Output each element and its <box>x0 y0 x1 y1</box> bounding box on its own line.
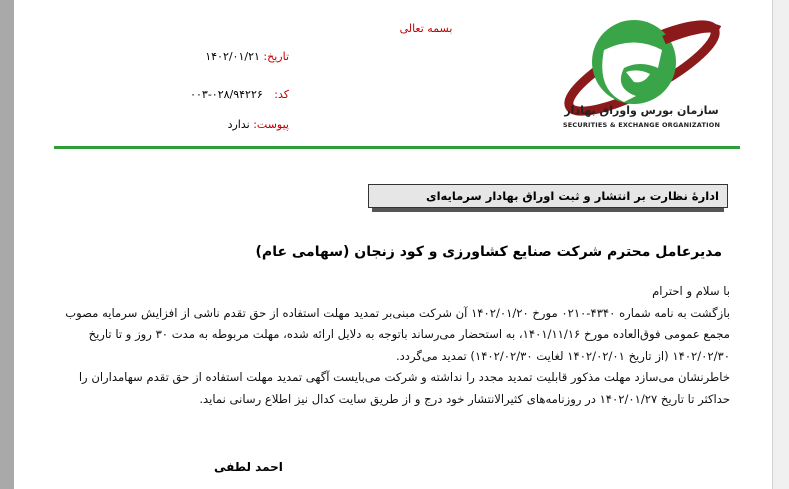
recipient: مدیرعامل محترم شرکت صنایع کشاورزی و کود زنجان (سهامی عام) <box>255 244 722 260</box>
document-page <box>14 0 772 489</box>
greeting: با سلام و احترام <box>652 284 730 298</box>
reference-value: ۰۲۸/۹۴۲۲۶-۰۰۳ <box>190 88 263 101</box>
logo-name-fa: سازمان بورس واوراق بهادار <box>564 104 719 117</box>
paragraph-2: خاطرنشان می‌سازد مهلت مذکور قابلیت تمدید مجدد را نداشته و شرکت می‌بایست آگهی تمدید مهلت استفاده از حق تقدم سهامداران را حداکثر تا تاریخ ۱۴۰۲/۰۱/۲۷ در روزنامه‌های کثیرالانتشار خود درج و از طریق سایت کدال نیز اطلاع رسانی نماید. <box>78 370 730 406</box>
logo-name-en: SECURITIES & EXCHANGE ORGANIZATION <box>562 121 721 129</box>
paragraph-1: بازگشت به نامه شماره ۴۳۴۰-۰۲۱۰ مورخ ۱۴۰۲/۰۱/۲۰ آن شرکت مبنی‌بر تمدید مهلت استفاده از حق تقدم ناشی از افزایش سرمایه مصوب مجمع عمومی فوق‌العاده مورخ ۱۴۰۱/۱۱/۱۶، به استحضار می‌رساند باتوجه به دلایل ارائه شده، مهلت مربوطه به مدت ۳۰ روز و تا تاریخ ۱۴۰۲/۰۲/۳۰ (از تاریخ ۱۴۰۲/۰۲/۰۱ لغایت ۱۴۰۲/۰۲/۳۰) تمدید می‌گردد. <box>65 305 730 363</box>
reference-label: کد: <box>274 88 289 101</box>
reference-line <box>164 88 289 101</box>
signer-name: احمد لطفی <box>214 460 283 474</box>
bismillah: بسمه تعالی <box>399 22 453 35</box>
attachment-line <box>164 118 289 131</box>
date-value: ۱۴۰۲/۰۱/۲۱ <box>205 50 260 63</box>
seo-logo <box>554 10 729 136</box>
letter-body <box>54 281 730 410</box>
vertical-scrollbar[interactable] <box>772 0 789 489</box>
date-line <box>164 50 289 63</box>
date-label: تاریخ: <box>263 50 289 63</box>
department-title: ادارۀ نظارت بر انتشار و ثبت اوراق بهادار سرمایه‌ای <box>368 184 728 208</box>
department-box <box>368 184 730 212</box>
header-divider <box>54 146 740 149</box>
attachment-value: ندارد <box>227 118 250 131</box>
attachment-label: پیوست: <box>253 118 289 131</box>
